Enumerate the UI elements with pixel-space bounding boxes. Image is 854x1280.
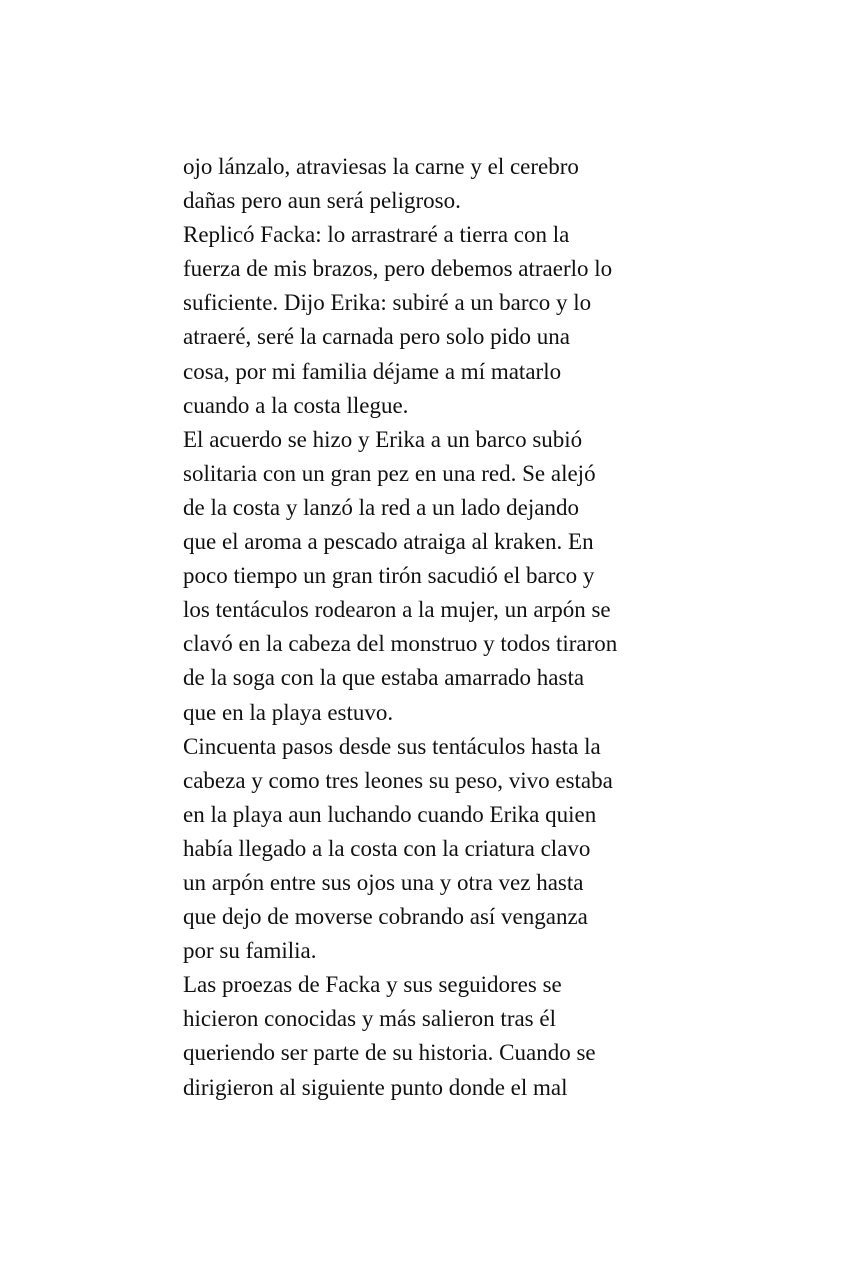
text-line: dirigieron al siguiente punto donde el mal (183, 1074, 568, 1100)
text-line: en la playa aun luchando cuando Erika quien (183, 801, 597, 827)
text-line: que el aroma a pescado atraiga al kraken. En (183, 529, 594, 555)
text-line: un arpón entre sus ojos una y otra vez hasta (183, 869, 584, 895)
text-line: cosa, por mi familia déjame a mí matarlo (183, 358, 562, 384)
text-line: poco tiempo un gran tirón sacudió el barco y (183, 563, 595, 589)
text-line: atraeré, seré la carnada pero solo pido una (183, 324, 570, 350)
text-line: cuando a la costa llegue. (183, 392, 409, 418)
text-line: que dejo de moverse cobrando así venganza (183, 904, 588, 930)
text-line: solitaria con un gran pez en una red. Se alejó (183, 460, 596, 486)
text-line: Cincuenta pasos desde sus tentáculos hasta la (183, 733, 601, 759)
text-line: clavó en la cabeza del monstruo y todos tiraron (183, 631, 618, 657)
text-line: El acuerdo se hizo y Erika a un barco subió (183, 426, 583, 452)
text-line: de la soga con la que estaba amarrado hasta (183, 665, 585, 691)
text-line: hicieron conocidas y más salieron tras él (183, 1006, 556, 1032)
text-line: queriendo ser parte de su historia. Cuando se (183, 1040, 596, 1066)
text-line: los tentáculos rodearon a la mujer, un arpón se (183, 597, 611, 623)
text-line: Las proezas de Facka y sus seguidores se (183, 972, 562, 998)
text-line: había llegado a la costa con la criatura clavo (183, 835, 591, 861)
text-line: suficiente. Dijo Erika: subiré a un barco y lo (183, 290, 592, 316)
body-text (183, 150, 683, 1105)
text-line: que en la playa estuvo. (183, 699, 394, 725)
text-line: de la costa y lanzó la red a un lado dejando (183, 494, 579, 520)
text-line: fuerza de mis brazos, pero debemos atraerlo lo (183, 256, 613, 282)
text-line: Replicó Facka: lo arrastraré a tierra con la (183, 222, 570, 248)
text-line: ojo lánzalo, atraviesas la carne y el cerebro (183, 154, 579, 179)
text-line: por su familia. (183, 938, 317, 964)
text-line: dañas pero aun será peligroso. (183, 188, 461, 214)
text-line: cabeza y como tres leones su peso, vivo estaba (183, 767, 613, 793)
